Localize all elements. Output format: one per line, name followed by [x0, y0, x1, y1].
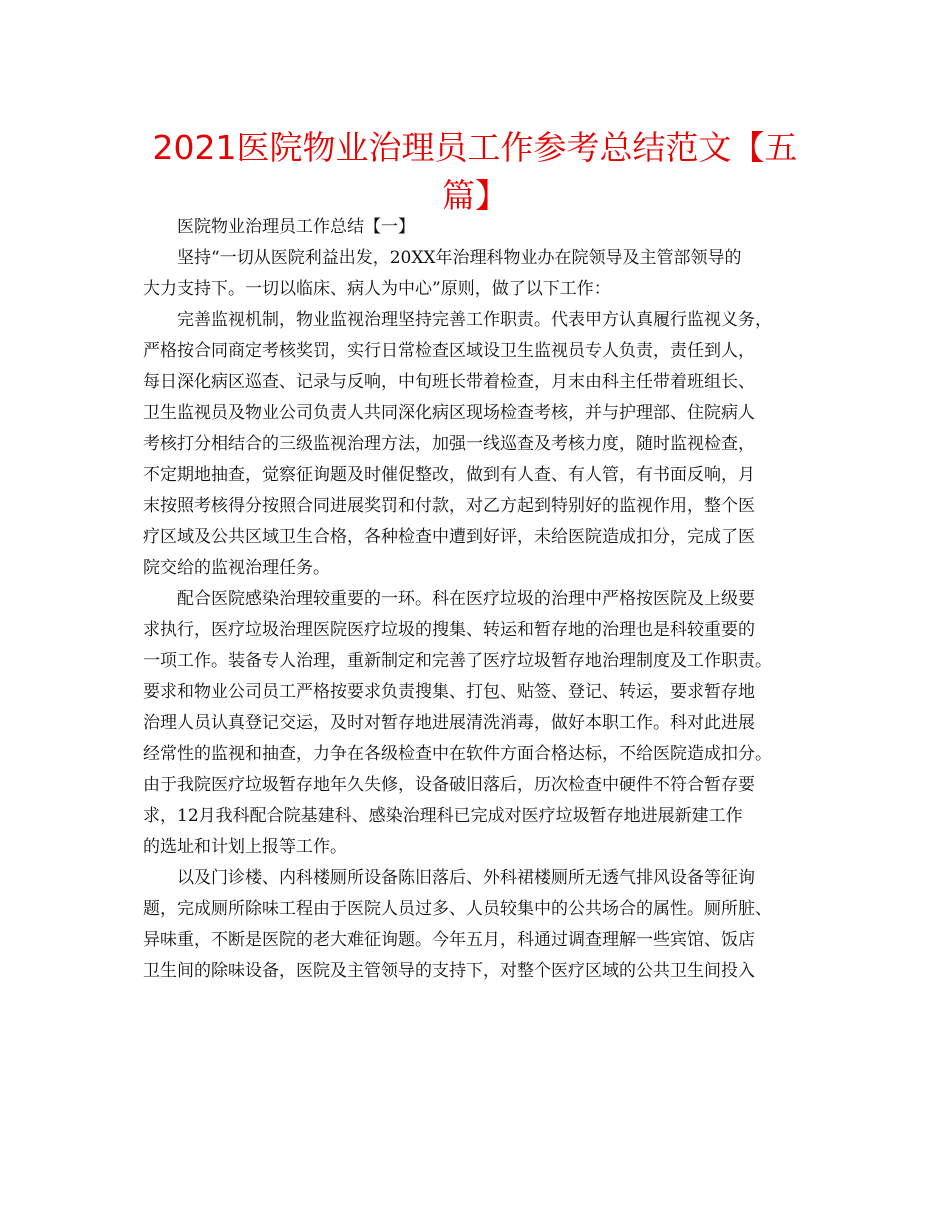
text-line: 求，12月我科配合院基建科、感染治理科已完成对医疗垃圾暂存地进展新建工作 [143, 806, 743, 826]
text-line: 医院物业治理员工作总结【一】 [177, 217, 415, 237]
text-line: 配合医院感染治理较重要的一环。科在医疗垃圾的治理中严格按医院及上级要 [177, 589, 755, 609]
text-line: 卫生间的除味设备，医院及主管领导的支持下，对整个医疗区域的公共卫生间投入 [143, 961, 755, 981]
text-line: 坚持“一切从医院利益出发，20XX年治理科物业办在院领导及主管部领导的 [177, 248, 742, 268]
text-line: 的选址和计划上报等工作。 [143, 837, 347, 857]
text-line: 完善监视机制，物业监视治理坚持完善工作职责。代表甲方认真履行监视义务， [177, 310, 772, 330]
text-line: 异味重，不断是医院的老大难征询题。今年五月，科通过调查理解一些宾馆、饭店 [143, 930, 755, 950]
text-line: 卫生监视员及物业公司负责人共同深化病区现场检查考核，并与护理部、住院病人 [143, 403, 755, 423]
text-line: 治理人员认真登记交运，及时对暂存地进展清洗消毒，做好本职工作。科对此进展 [143, 713, 755, 733]
text-line: 求执行，医疗垃圾治理医院医疗垃圾的搜集、转运和暂存地的治理也是科较重要的 [143, 620, 755, 640]
text-line: 一项工作。装备专人治理，重新制定和完善了医疗垃圾暂存地治理制度及工作职责。 [143, 651, 772, 671]
document-body [143, 212, 811, 987]
text-line: 严格按合同商定考核奖罚，实行日常检查区域设卫生监视员专人负责，责任到人， [143, 341, 755, 361]
text-line: 院交给的监视治理任务。 [143, 558, 330, 578]
text-line: 以及门诊楼、内科楼厕所设备陈旧落后、外科裙楼厕所无透气排风设备等征询 [177, 868, 755, 888]
text-line: 大力支持下。一切以临床、病人为中心”原则，做了以下工作： [143, 279, 611, 299]
text-line: 考核打分相结合的三级监视治理方法，加强一线巡查及考核力度，随时监视检查， [143, 434, 755, 454]
text-line: 经常性的监视和抽查，力争在各级检查中在软件方面合格达标，不给医院造成扣分。 [143, 744, 772, 764]
text-line: 疗区域及公共区域卫生合格，各种检查中遭到好评，未给医院造成扣分，完成了医 [143, 527, 755, 547]
text-line: 由于我院医疗垃圾暂存地年久失修，设备破旧落后，历次检查中硬件不符合暂存要 [143, 775, 755, 795]
text-line: 末按照考核得分按照合同进展奖罚和付款，对乙方起到特别好的监视作用，整个医 [143, 496, 755, 516]
text-line: 不定期地抽查，觉察征询题及时催促整改，做到有人查、有人管，有书面反响，月 [143, 465, 755, 485]
text-line: 每日深化病区巡查、记录与反响，中旬班长带着检查，月末由科主任带着班组长、 [143, 372, 755, 392]
text-line: 题，完成厕所除味工程由于医院人员过多、人员较集中的公共场合的属性。厕所脏、 [143, 899, 772, 919]
document-title: 2021医院物业治理员工作参考总结范文【五篇】 [152, 128, 798, 215]
text-line: 要求和物业公司员工严格按要求负责搜集、打包、贴签、登记、转运，要求暂存地 [143, 682, 755, 702]
